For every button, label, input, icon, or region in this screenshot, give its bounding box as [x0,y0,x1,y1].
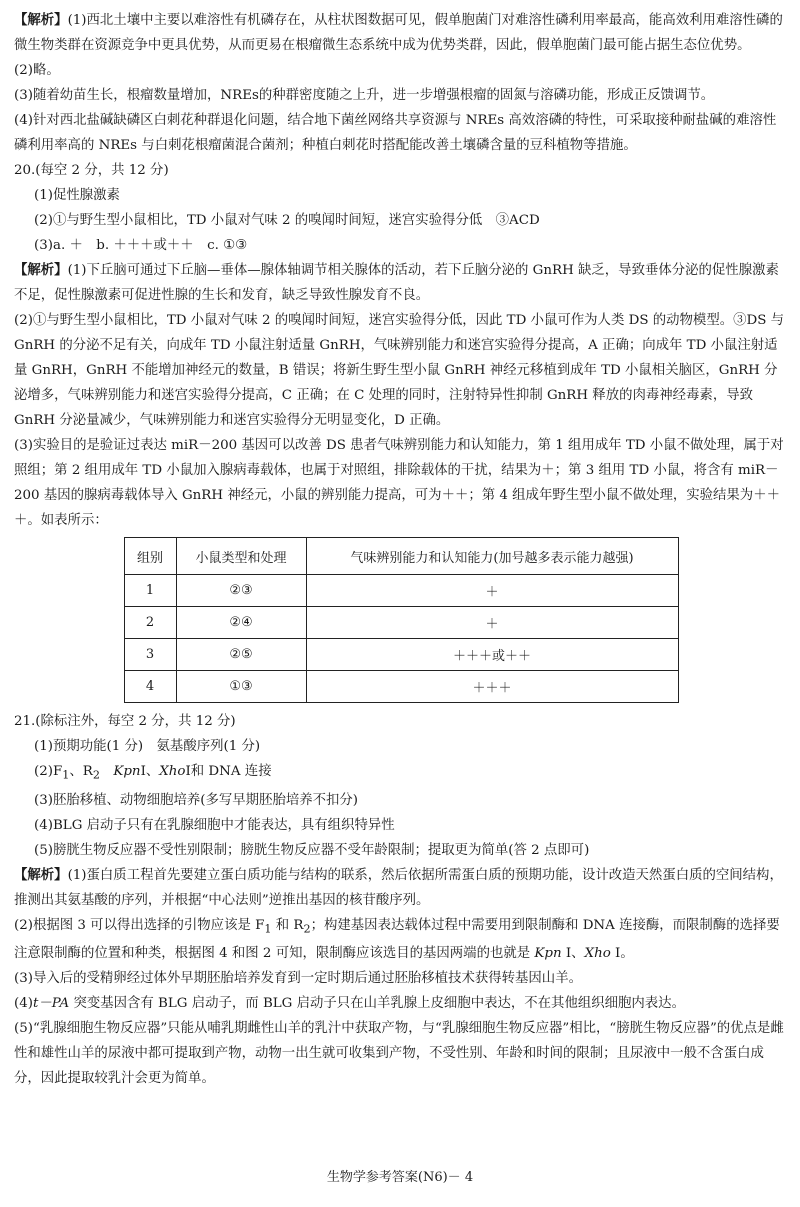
q21-answer-4: (4)BLG 启动子只有在乳腺细胞中才能表达，具有组织特异性 [34,817,395,833]
q20-answer-2: (2)①与野生型小鼠相比，TD 小鼠对气味 2 的嗅闻时间短，迷宫实验得分低 ③ACD [34,213,540,228]
table-cell: ＋＋＋ [306,671,678,703]
q21-analysis-1: 【解析】(1)蛋白质工程首先要建立蛋白质功能与结构的联系，然后依据所需蛋白质的预期功能，设计改造天然蛋白质的空间结构，推测出其氨基酸的序列，并根据“中心法则”逆推出基因的核苷酸序列。 [14,866,783,908]
table-row [124,575,678,607]
table-cell: 3 [124,639,176,671]
table-cell: 1 [124,575,176,607]
q21-answer-5: (5)膀胱生物反应器不受性别限制；膀胱生物反应器不受年龄限制；提取更为简单(答 2 点即可) [34,842,590,858]
analysis-label: 【解析】 [14,12,68,28]
q19-analysis [14,8,788,158]
q20-analysis-1: 【解析】(1)下丘脑可通过下丘脑—垂体—腺体轴调节相关腺体的活动，若下丘脑分泌的 GnRH 缺乏，导致垂体分泌的促性腺激素不足，促性腺激素可促进性腺的生长和发育，缺乏导致性腺发育不良。 [14,262,779,303]
q21-answer-2: $(2)F_1$、$R_2$ KpnⅠ、XhoⅠ和 DNA 连接 [34,764,272,782]
table-header-row [124,538,678,575]
table-cell: ②③ [176,575,306,607]
table-cell: ＋ [306,607,678,639]
table-row [124,671,678,703]
q20-answer-3: (3)a. ＋ b. ＋＋＋或＋＋ c. ①③ [34,238,248,253]
results-table [124,537,679,703]
q21-heading: 21.(除标注外，每空 2 分，共 12 分) [14,714,236,729]
q21-answer-3: (3)胚胎移植、动物细胞培养(多写早期胚胎培养不扣分) [34,792,359,808]
q20-analysis-3: (3)实验目的是验证过表达 miR－200 基因可以改善 DS 患者气味辨别能力和认知能力，第 1 组用成年 TD 小鼠不做处理，属于对照组；第 2 组用成年 TD 小鼠加入腺病毒载体，也属于对照组，排除载体的干扰，结果为＋；第 3 组用 TD 小鼠，将含有 miR－200 基因的腺病毒载体导入 GnRH 神经元，小鼠的辨别能力提高，可为＋＋；第 4 组成年野生型小鼠不做处理，实验结果为＋＋＋。如表所示： [14,438,784,528]
table-cell: ②④ [176,607,306,639]
q20-block [14,158,788,703]
q20-analysis-2: (2)①与野生型小鼠相比，TD 小鼠对气味 2 的嗅闻时间短，迷宫实验得分低，因此 TD 小鼠可作为人类 DS 的动物模型。③DS 与 GnRH 的分泌不足有关，向成年 TD 小鼠注射适量 GnRH，气味辨别能力和迷宫实验得分提高，A 正确；向成年 TD 小鼠注射适量 GnRH，GnRH 不能增加神经元的数量，B 错误；将新生野生型小鼠 GnRH 神经元移植到成年 TD 小鼠相关脑区，GnRH 分泌增多，气味辨别能力和迷宫实验得分提高，C 正确；在 C 处理的同时，注射特异性抑制 GnRH 释放的肉毒神经毒素，导致 GnRH 分泌量减少，气味辨别能力和迷宫实验得分无明显变化，D 正确。 [14,313,785,428]
q19-analysis-p2: (2)略。 [14,63,60,78]
q21-block [14,709,788,1091]
page-footer: 生物学参考答案(N6)－ 4 [326,1170,474,1185]
table-header-cell: 气味辨别能力和认知能力(加号越多表示能力越强) [306,538,678,575]
q19-analysis-p1: 【解析】(1)西北土壤中主要以难溶性有机磷存在，从柱状图数据可见，假单胞菌门对难溶性磷利用率最高，能高效利用难溶性磷的微生物类群在资源竞争中更具优势，从而更易在根瘤微生态系统中成为优势类群，因此，假单胞菌门最可能占据生态位优势。 [14,12,783,53]
table-cell: ②⑤ [176,639,306,671]
q20-answer-1: (1)促性腺激素 [34,188,120,203]
q19-analysis-p3: (3)随着幼苗生长，根瘤数量增加，NREs的种群密度随之上升，进一步增强根瘤的固氮与溶磷功能，形成正反馈调节。 [14,88,715,103]
table-row [124,639,678,671]
table-header-cell: 小鼠类型和处理 [176,538,306,575]
table-cell: 2 [124,607,176,639]
q20-heading: 20.(每空 2 分，共 12 分) [14,163,169,178]
q21-answer-1: (1)预期功能(1 分) 氨基酸序列(1 分) [34,739,261,754]
q21-analysis-5: (5)“乳腺细胞生物反应器”只能从哺乳期雌性山羊的乳汁中获取产物，与“乳腺细胞生物反应器”相比，“膀胱生物反应器”的优点是雌性和雄性山羊的尿液中都可提取到产物，动物一出生就可收集到产物，不受性别、年龄和时间的限制；且尿液中一般不含蛋白成分，因此提取较乳汁会更为简单。 [14,1021,784,1087]
q21-analysis-4: (4)t－PA 突变基因含有 BLG 启动子，而 BLG 启动子只在山羊乳腺上皮细胞中表达，不在其他组织细胞内表达。 [14,996,685,1012]
analysis-label: 【解析】 [14,262,68,278]
table-cell: ＋ [306,575,678,607]
table-cell: 4 [124,671,176,703]
q21-analysis-2: (2)根据图 3 可以得出选择的引物应该是 $F_1$ 和 $R_2$；构建基因表达载体过程中需要用到限制酶和 DNA 连接酶，而限制酶的选择要注意限制酶的位置和种类，根据图 4 和图 2 可知，限制酶应该选目的基因两端的也就是 Kpn Ⅰ、Xho Ⅰ。 [14,917,780,962]
q21-analysis-3: (3)导入后的受精卵经过体外早期胚胎培养发育到一定时期后通过胚胎移植技术获得转基因山羊。 [14,971,582,987]
table-header-cell: 组别 [124,538,176,575]
table-cell: ①③ [176,671,306,703]
table-row [124,607,678,639]
q19-analysis-p4: (4)针对西北盐碱缺磷区白刺花种群退化问题，结合地下菌丝网络共享资源与 NREs 高效溶磷的特性，可采取接种耐盐碱的难溶性磷利用率高的 NREs 与白刺花根瘤菌混合菌剂；种植白刺花时搭配能改善土壤磷含量的豆科植物等措施。 [14,113,777,153]
analysis-label: 【解析】 [14,866,68,883]
table-cell: ＋＋＋或＋＋ [306,639,678,671]
